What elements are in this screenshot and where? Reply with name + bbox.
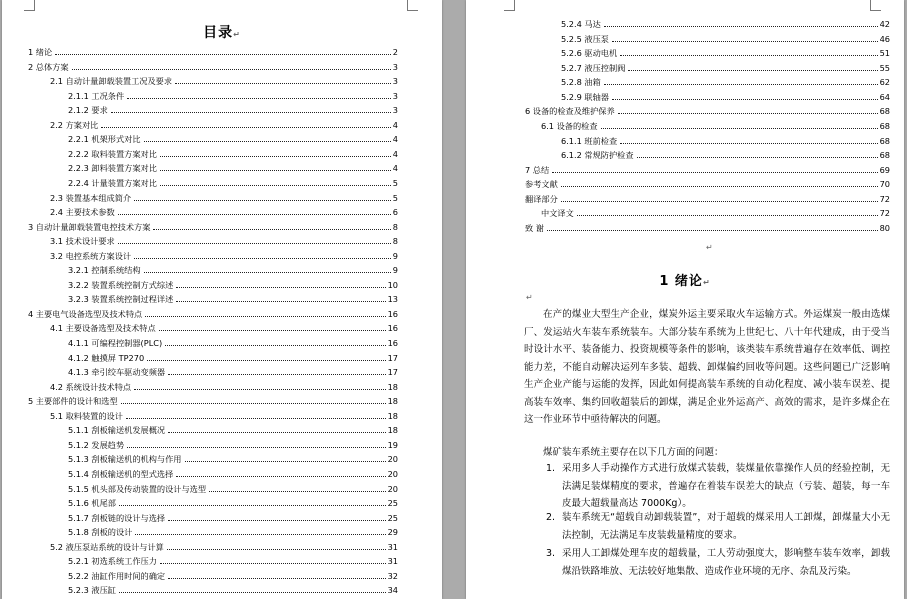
toc-leader-dots	[176, 476, 385, 477]
problem-number: 1.	[546, 463, 556, 474]
crop-mark	[870, 0, 881, 11]
toc-leader-dots	[144, 141, 391, 142]
problem-number: 2.	[546, 512, 556, 523]
toc-entry	[68, 482, 398, 495]
toc-page-number: 4	[392, 119, 398, 130]
toc-entry-text: 2.2.2 取料装置方案对比	[68, 148, 157, 159]
toc-entry-text: 5.2.2 油缸作用时间的确定	[68, 570, 166, 581]
toc-leader-dots	[620, 55, 877, 56]
toc-entry-text: 3.1 技术设计要求	[50, 236, 115, 247]
problem-text: 采用人工卸煤处理车皮的超载量，工人劳动强度大，影响整车装车效率，卸载煤沿铁路堆放、无法较好地集散、造成作业环境的无序、杂乱及污染。	[562, 548, 890, 577]
toc-entry-text: 3 自动计量卸载装置电控技术方案	[28, 221, 151, 232]
toc-entry	[68, 103, 398, 116]
toc-page-number: 3	[392, 105, 398, 116]
toc-page-number: 4	[392, 134, 398, 145]
toc-entry-text: 3.2.2 装置系统控制方式综述	[68, 279, 174, 290]
toc-page-number: 16	[387, 308, 398, 319]
toc-page-number: 55	[879, 62, 890, 73]
toc-leader-dots	[126, 418, 386, 419]
toc-leader-dots	[119, 505, 386, 506]
toc-entry-text: 2.1.2 要求	[68, 105, 108, 116]
toc-entry	[28, 220, 398, 233]
toc-page-number: 32	[387, 570, 398, 581]
crop-mark	[407, 0, 418, 11]
toc-entry-text: 6.1 设备的检查	[541, 121, 598, 131]
toc-entry	[68, 336, 398, 349]
toc-leader-dots	[134, 389, 385, 390]
toc-leader-dots	[168, 432, 385, 433]
problem-list-item	[546, 509, 890, 545]
problem-list-item	[546, 545, 890, 599]
toc-page-number: 5	[392, 177, 398, 188]
toc-page-number: 18	[387, 396, 398, 407]
toc-leader-dots	[147, 360, 385, 361]
toc-entry-text: 5.2.5 液压泵	[561, 33, 609, 44]
toc-page-number: 42	[879, 19, 890, 29]
toc-leader-dots	[153, 229, 390, 230]
toc-entry	[28, 45, 398, 58]
toc-leader-dots	[547, 230, 878, 231]
toc-leader-dots	[637, 157, 878, 158]
toc-entry-text: 2.2.3 卸料装置方案对比	[68, 163, 157, 174]
toc-entry-text: 5.2.7 液压控制阀	[561, 62, 626, 73]
toc-leader-dots	[55, 54, 391, 55]
toc-entry	[561, 90, 890, 103]
toc-page-number: 69	[879, 164, 890, 175]
toc-leader-dots	[160, 156, 391, 157]
toc-page-number: 8	[392, 221, 398, 232]
toc-entry	[68, 278, 398, 291]
toc-leader-dots	[111, 112, 391, 113]
toc-leader-dots	[185, 461, 386, 462]
toc-entry	[561, 46, 890, 59]
toc-page-number: 70	[879, 179, 890, 189]
toc-leader-dots	[118, 214, 391, 215]
toc-page-number: 51	[879, 48, 890, 58]
toc-entry-text: 4.1 主要设备选型及技术特点	[50, 323, 156, 334]
toc-page-number: 62	[879, 77, 890, 87]
toc-leader-dots	[168, 578, 385, 579]
toc-leader-dots	[119, 592, 386, 593]
toc-entry-text: 5.1.8 刮板的设计	[68, 527, 133, 538]
toc-page-number: 13	[387, 294, 398, 305]
toc-leader-dots	[601, 128, 878, 129]
chapter-heading: 1 绪论↵	[659, 274, 711, 289]
toc-entry	[50, 234, 398, 247]
toc-entry-text: 4 主要电气设备选型及技术特点	[28, 308, 143, 319]
toc-page-number: 46	[879, 33, 890, 44]
toc-leader-dots	[118, 243, 391, 244]
toc-entry	[68, 569, 398, 582]
toc-entry-text: 致 谢	[525, 222, 544, 233]
toc-page-number: 3	[392, 61, 398, 72]
toc-leader-dots	[160, 185, 391, 186]
toc-entry	[541, 206, 890, 219]
toc-page-number: 8	[392, 236, 398, 247]
toc-entry-text: 1 绪论	[28, 47, 53, 57]
toc-leader-dots	[620, 143, 877, 144]
toc-leader-dots	[167, 549, 386, 550]
toc-page-number: 3	[392, 76, 398, 87]
toc-entry	[68, 554, 398, 567]
toc-entry	[28, 60, 398, 73]
toc-entry	[68, 525, 398, 538]
toc-entry-text: 2.3 装置基本组成简介	[50, 192, 132, 203]
toc-leader-dots	[135, 534, 385, 535]
toc-leader-dots	[160, 170, 391, 171]
toc-leader-dots	[561, 201, 878, 202]
right-page	[466, 0, 904, 599]
toc-page-number: 4	[392, 148, 398, 159]
paragraph-mark: ↵	[706, 243, 713, 252]
toc-page-number: 68	[879, 121, 890, 131]
toc-leader-dots	[165, 345, 385, 346]
toc-entry-text: 5.1.2 发展趋势	[68, 439, 125, 450]
toc-page-number: 31	[387, 541, 398, 552]
toc-page-number: 3	[392, 90, 398, 101]
toc-entry	[561, 148, 890, 161]
toc-page-number: 18	[387, 410, 398, 421]
toc-entry	[561, 32, 890, 45]
toc-entry	[541, 119, 890, 132]
toc-page-number: 68	[879, 135, 890, 146]
toc-leader-dots	[168, 374, 385, 375]
toc-entry	[50, 380, 398, 393]
toc-entry	[525, 192, 890, 205]
toc-entry	[50, 74, 398, 87]
toc-leader-dots	[145, 316, 385, 317]
toc-entry	[561, 61, 890, 74]
toc-leader-dots	[134, 200, 391, 201]
toc-page-number: 72	[879, 208, 890, 218]
toc-entry	[28, 307, 398, 320]
toc-entry-text: 2.4 主要技术参数	[50, 207, 115, 218]
toc-entry	[525, 104, 890, 117]
toc-entry	[525, 221, 890, 234]
toc-entry-text: 2.1.1 工况条件	[68, 90, 125, 101]
toc-page-number: 31	[387, 556, 398, 567]
toc-leader-dots	[121, 403, 386, 404]
toc-page-number: 17	[387, 367, 398, 378]
toc-entry-text: 5.1 取料装置的设计	[50, 410, 123, 421]
toc-page-number: 9	[392, 265, 398, 276]
toc-leader-dots	[160, 563, 386, 564]
toc-entry-text: 5.2.8 油箱	[561, 77, 601, 87]
toc-entry-text: 5.2.9 联轴器	[561, 91, 609, 102]
toc-page-number: 25	[387, 512, 398, 523]
toc-entry	[68, 452, 398, 465]
toc-entry	[50, 118, 398, 131]
toc-entry-text: 5.2.3 液压缸	[68, 585, 116, 596]
toc-entry	[68, 89, 398, 102]
problems-intro: 煤矿装车系统主要存在以下几方面的问题：	[543, 447, 724, 458]
toc-entry-text: 5.1.1 刮板输送机发展概况	[68, 425, 166, 436]
toc-page-number: 25	[387, 498, 398, 509]
toc-entry-text: 5.2.1 初选系统工作压力	[68, 556, 157, 567]
toc-entry	[68, 583, 398, 596]
toc-entry-text: 6.1.2 常规防护检查	[561, 150, 634, 160]
toc-leader-dots	[612, 41, 878, 42]
toc-entry-text: 5.1.6 机尾部	[68, 498, 116, 509]
toc-leader-dots	[144, 272, 391, 273]
toc-page-number: 34	[387, 585, 398, 596]
toc-page-number: 20	[387, 468, 398, 479]
toc-entry	[561, 17, 890, 30]
toc-leader-dots	[604, 26, 878, 27]
toc-entry	[68, 263, 398, 276]
toc-entry	[50, 249, 398, 262]
toc-page-number: 18	[387, 425, 398, 436]
toc-page-number: 16	[387, 338, 398, 348]
toc-page-number: 16	[387, 323, 398, 334]
toc-entry-text: 2 总体方案	[28, 61, 69, 72]
toc-leader-dots	[101, 127, 390, 128]
toc-entry-text: 5.2.6 驱动电机	[561, 48, 618, 58]
toc-entry	[28, 394, 398, 407]
toc-entry	[68, 423, 398, 436]
toc-entry	[68, 496, 398, 509]
toc-page-number: 20	[387, 454, 398, 465]
problem-number: 3.	[546, 548, 556, 559]
toc-page-number: 9	[392, 250, 398, 261]
toc-page-number: 80	[879, 222, 890, 233]
toc-entry-text: 4.2 系统设计技术特点	[50, 381, 132, 392]
toc-page-number: 17	[387, 352, 398, 363]
toc-entry-text: 翻译部分	[525, 193, 558, 204]
problem-text: 采用多人手动操作方式进行放煤式装载，装煤量依靠操作人员的经验控制，无法满足装煤精度的要求，普遍存在着装车误差大的缺点（亏装、超装，每一车皮最大超载量高达 7000Kg）。	[562, 463, 890, 509]
toc-entry	[68, 351, 398, 364]
toc-entry	[68, 161, 398, 174]
toc-entry-text: 5.2.4 马达	[561, 19, 601, 29]
toc-leader-dots	[209, 491, 386, 492]
toc-entry	[68, 132, 398, 145]
toc-leader-dots	[72, 69, 391, 70]
toc-entry	[525, 163, 890, 176]
toc-page-number: 68	[879, 150, 890, 160]
toc-entry	[561, 134, 890, 147]
toc-entry	[525, 177, 890, 190]
toc-page-number: 18	[387, 381, 398, 392]
toc-entry	[50, 191, 398, 204]
toc-entry-text: 3.2.3 装置系统控制过程详述	[68, 294, 174, 305]
toc-entry-text: 5.1.4 刮板输送机的型式选择	[68, 468, 174, 479]
toc-page-number: 29	[387, 527, 398, 538]
toc-page-number: 19	[387, 439, 398, 450]
toc-entry-text: 4.1.2 触摸屏 TP270	[68, 352, 145, 363]
toc-page-number: 20	[387, 483, 398, 494]
toc-entry-text: 2.2 方案对比	[50, 119, 99, 130]
toc-entry	[68, 467, 398, 480]
toc-page-number: 2	[392, 47, 398, 57]
paragraph-mark: ↵	[526, 293, 533, 302]
toc-page-number: 10	[387, 279, 398, 290]
toc-entry-text: 2.1 自动计量卸载装置工况及要求	[50, 76, 173, 87]
toc-leader-dots	[175, 83, 391, 84]
toc-entry-text: 3.2 电控系统方案设计	[50, 250, 132, 261]
toc-entry	[68, 176, 398, 189]
toc-title: 目录↵	[203, 25, 241, 41]
toc-entry	[50, 205, 398, 218]
toc-entry-text: 3.2.1 控制系统结构	[68, 265, 141, 276]
toc-leader-dots	[618, 113, 878, 114]
toc-entry	[68, 147, 398, 160]
toc-page-number: 5	[392, 192, 398, 203]
toc-entry	[561, 75, 890, 88]
toc-entry-text: 5.1.7 刮板链的设计与选择	[68, 512, 166, 523]
toc-leader-dots	[561, 186, 878, 187]
toc-entry	[50, 409, 398, 422]
toc-entry-text: 2.2.4 计量装置方案对比	[68, 177, 157, 188]
toc-leader-dots	[604, 84, 878, 85]
toc-page-number: 6	[392, 207, 398, 218]
toc-entry	[68, 511, 398, 524]
toc-page-number: 64	[879, 91, 890, 102]
toc-entry-text: 5.1.5 机头部及传动装置的设计与选型	[68, 483, 207, 494]
toc-entry-text: 中文译文	[541, 208, 574, 218]
toc-entry	[68, 438, 398, 451]
toc-leader-dots	[134, 258, 391, 259]
toc-leader-dots	[127, 98, 391, 99]
toc-entry-text: 5 主要部件的设计和选型	[28, 396, 118, 407]
crop-mark	[24, 0, 35, 11]
toc-leader-dots	[628, 70, 877, 71]
toc-entry	[50, 540, 398, 553]
toc-leader-dots	[168, 520, 385, 521]
toc-entry-text: 6 设备的检查及维护保养	[525, 106, 615, 116]
toc-leader-dots	[176, 301, 385, 302]
problem-list-item	[546, 460, 890, 514]
toc-entry	[68, 365, 398, 378]
toc-leader-dots	[127, 447, 385, 448]
toc-leader-dots	[552, 172, 877, 173]
toc-page-number: 72	[879, 193, 890, 204]
toc-leader-dots	[159, 330, 386, 331]
toc-leader-dots	[577, 215, 878, 216]
toc-entry-text: 参考文献	[525, 179, 558, 189]
toc-entry-text: 4.1.1 可编程控制器(PLC)	[68, 338, 163, 348]
toc-leader-dots	[176, 287, 385, 288]
toc-page-number: 4	[392, 163, 398, 174]
toc-entry	[68, 292, 398, 305]
toc-entry-text: 7 总结	[525, 164, 550, 175]
toc-entry-text: 5.1.3 刮板输送机的机构与作用	[68, 454, 182, 465]
intro-paragraph: 在产的煤业大型生产企业，煤炭外运主要采取火车运输方式。外运煤炭一般由选煤厂、发运站火车装车系统装车。大部分装车系统为上世纪七、八十年代建成，由于受当时设计水平、装备能力、投资规模等条件的影响，该类装车系统普遍存在效率低、调控能力差，不能自动解决运列车多装、超载、卸煤偏约回收等问题。这些问题已广泛影响生产企业产能与运能的发挥，因此如何提高装车系统的自动化程度、减小装车误差、提高装车效率、集约回收超装后的卸煤，满足企业外运高产、高效的需求，是许多煤企在这一作业环节中亟待解决的问题。	[524, 309, 890, 425]
toc-entry-text: 6.1.1 班前检查	[561, 135, 618, 146]
toc-entry-text: 2.2.1 机架形式对比	[68, 134, 141, 145]
toc-entry-text: 5.2 液压泵站系统的设计与计算	[50, 541, 164, 552]
toc-entry-text: 4.1.3 牵引绞车驱动变频器	[68, 367, 166, 378]
toc-leader-dots	[612, 99, 878, 100]
left-page	[2, 0, 442, 599]
crop-mark	[504, 0, 515, 11]
problem-text: 装车系统无“超载自动卸载装置”，对于超载的煤采用人工卸煤，卸煤量大小无法控制，无法满足车皮装载量精度的要求。	[562, 512, 890, 541]
toc-entry	[50, 321, 398, 334]
toc-page-number: 68	[879, 106, 890, 116]
